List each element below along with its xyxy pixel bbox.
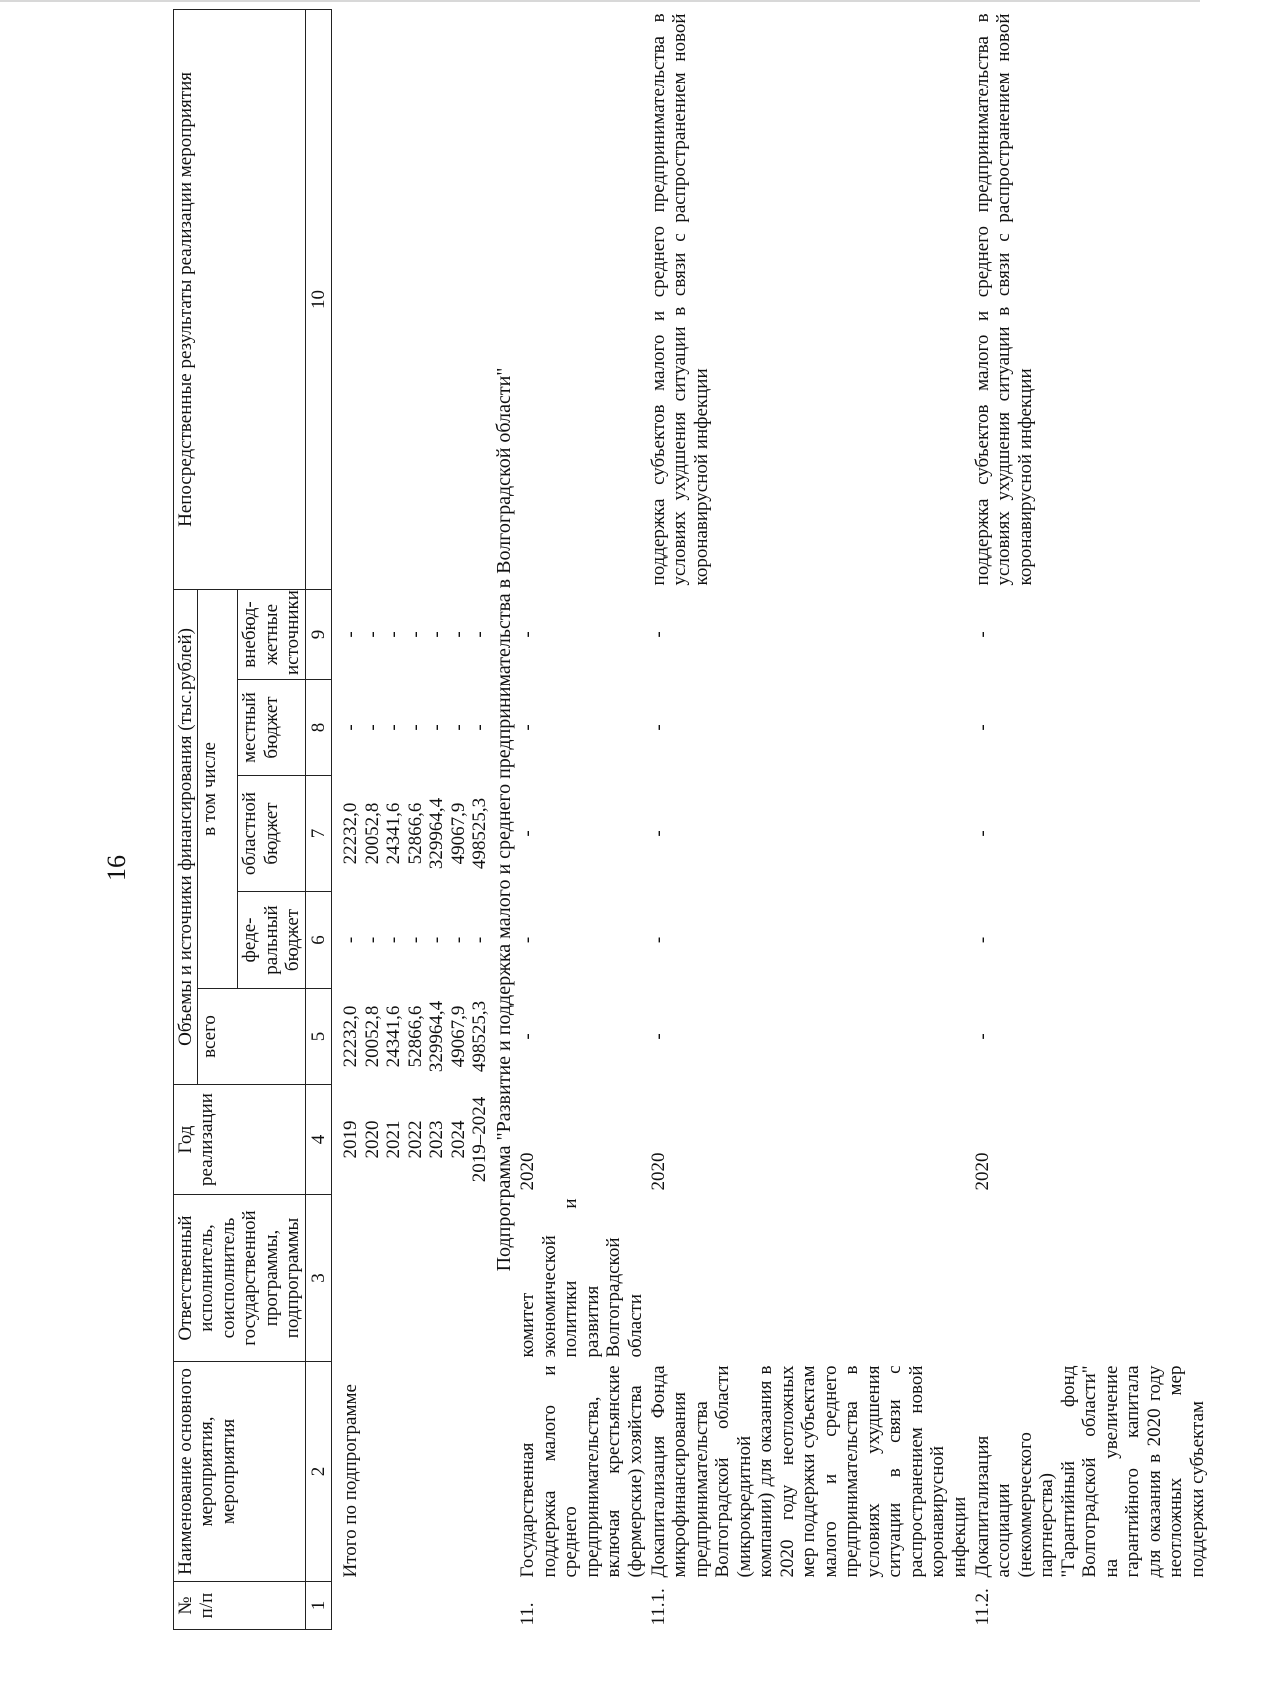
column-numbers-row (305, 9, 331, 1629)
table-header (174, 9, 332, 1629)
summary-row (332, 9, 492, 1629)
summary-local: - - - - - - - (340, 724, 491, 731)
subprogram-title-row (492, 9, 517, 1629)
row-regional: - (972, 830, 993, 837)
col-num: 4 (305, 1085, 331, 1195)
col-num: 7 (305, 776, 331, 892)
row-year: 2020 (972, 1152, 993, 1191)
row-num: 11.1. (647, 1588, 669, 1626)
row-name: Докапитализация Фонда микрофинансирования предпринимательства Волгоградской области (микрокредитной компании) для оказания в 2020 году неотложных мер поддержки субъектам малого и среднего предпринимательства в условиях ухудшения ситуации в связи с распространением новой коронавирусной инфекции (647, 1365, 970, 1578)
table-row (516, 9, 647, 1629)
summary-label: Итого по подпрограмме (340, 1384, 362, 1578)
rotated-page-content (173, 10, 1283, 1630)
row-extra: - (647, 631, 669, 638)
row-extra: - (972, 631, 993, 638)
header-including: в том числе (198, 589, 238, 988)
col-num: 9 (305, 589, 331, 679)
row-result: поддержка субъектов малого и среднего предпринимательства в условиях ухудшения ситуации в связи с распространением новой коронавирусной инфекции (647, 13, 712, 586)
row-total: - (972, 1033, 993, 1040)
summary-regional: 22232,0 20052,8 24341,6 52866,6 329964,4 49067,9 498525,3 (340, 797, 491, 870)
header-number: № п/п (174, 1582, 306, 1630)
summary-result (332, 9, 492, 589)
row-extra: - (517, 631, 539, 638)
header-federal: феде- ральный бюджет (238, 892, 305, 989)
row-num: 11. (517, 1602, 539, 1626)
row-result (516, 9, 647, 589)
row-federal: - (517, 936, 539, 944)
row-num: 11.2. (972, 1588, 993, 1626)
table-row (971, 9, 1209, 1629)
summary-total: 22232,0 20052,8 24341,6 52866,6 329964,4 49067,9 498525,3 (340, 1000, 491, 1073)
row-executor (647, 1195, 971, 1362)
row-local: - (517, 724, 539, 731)
row-name: Государственная поддержка малого и среднего предпринимательства, включая крестьянские (фермерские) хозяйства (517, 1365, 646, 1578)
row-total: - (647, 1033, 669, 1040)
summary-num (332, 1582, 492, 1630)
col-num: 2 (305, 1362, 331, 1582)
summary-extra: - - - - - - - (340, 631, 491, 638)
header-funding-group: Объемы и источники финансирования (тыс.рублей) (174, 589, 198, 1084)
table-row (647, 9, 971, 1629)
row-local: - (972, 724, 993, 731)
row-regional: - (647, 830, 669, 837)
row-federal: - (972, 936, 993, 944)
row-executor (971, 1195, 1209, 1362)
row-regional: - (517, 830, 539, 837)
summary-executor (332, 1195, 492, 1362)
header-total: всего (198, 989, 305, 1085)
row-year: 2020 (517, 1152, 539, 1191)
col-num: 1 (305, 1582, 331, 1630)
header-year: Год реализации (174, 1085, 306, 1195)
row-executor: комитет экономической политики и развития Волгоградской области (517, 1198, 646, 1358)
header-name: Наименование основного мероприятия, мероприятия (174, 1362, 306, 1582)
col-num: 10 (305, 9, 331, 589)
row-name: Докапитализация ассоциации (некоммерческого партнерства) "Гарантийный фонд Волгоградской области" на увеличение гарантийного капитала для оказания в 2020 году неотложных мер поддержки субъектам (972, 1365, 1208, 1578)
col-num: 6 (305, 892, 331, 989)
col-num: 5 (305, 989, 331, 1085)
scan-edge (0, 0, 1200, 2)
row-total: - (517, 1033, 539, 1040)
header-extra: внебюд- жетные источники (238, 589, 305, 679)
header-local: местный бюджет (238, 680, 305, 776)
header-executor: Ответственный исполнитель, соисполнитель государственной программы, подпрограммы (174, 1195, 306, 1362)
col-num: 8 (305, 680, 331, 776)
header-regional: областной бюджет (238, 776, 305, 892)
row-year: 2020 (647, 1152, 669, 1191)
row-local: - (647, 724, 669, 731)
row-federal: - (647, 936, 669, 944)
row-result: поддержка субъектов малого и среднего предпринимательства в условиях ухудшения ситуации в связи с распространением новой коронавирусной инфекции (972, 13, 1036, 586)
subprogram-title: Подпрограмма "Развитие и поддержка малого и среднего предпринимательства в Волгоградской области" (492, 367, 515, 1272)
summary-federal: - - - - - - - (340, 936, 491, 944)
col-num: 3 (305, 1195, 331, 1362)
header-results: Непосредственные результаты реализации мероприятия (174, 9, 306, 589)
page-number: 16 (102, 855, 131, 881)
summary-years: 2019 2020 2021 2022 2023 2024 2019–2024 (340, 1096, 491, 1183)
funding-table (173, 9, 1209, 1630)
